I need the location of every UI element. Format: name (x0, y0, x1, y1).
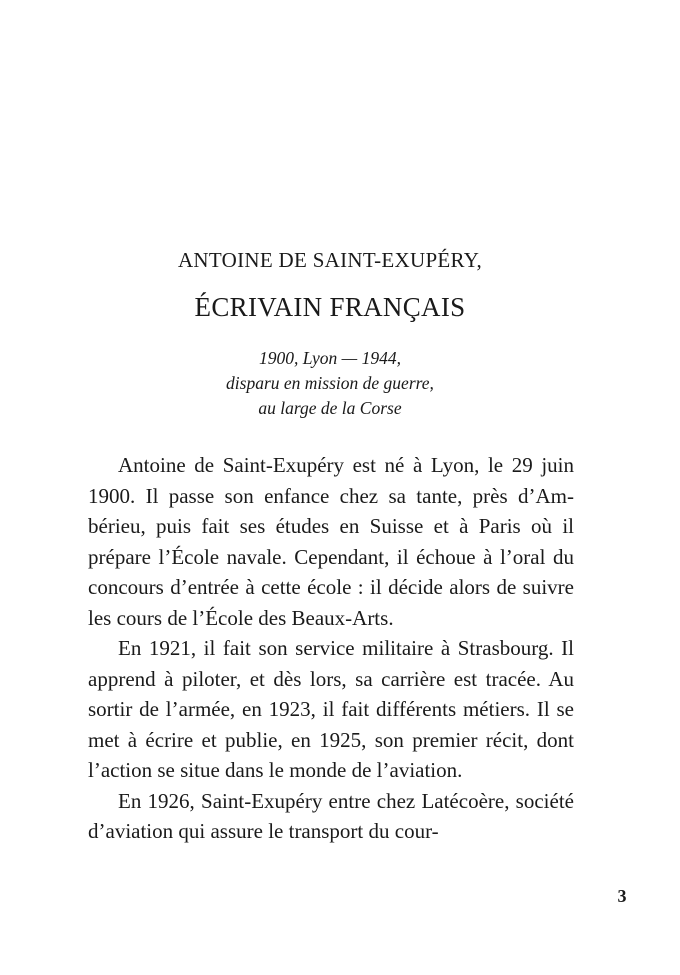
dates-line: au large de la Corse (258, 398, 402, 418)
paragraph: En 1926, Saint-Exupéry entre chez Latécoère, société d’aviation qui assure le transport du cour- (88, 788, 574, 843)
dates-line: disparu en mission de guerre, (226, 373, 434, 393)
author-name: ANTOINE DE SAINT-EXUPÉRY, (177, 248, 483, 272)
dates-line: 1900, Lyon — 1944, (259, 348, 401, 368)
biography-text (88, 450, 574, 847)
paragraph: Antoine de Saint-Exupéry est né à Lyon, le 29 juin 1900. Il passe son enfance chez sa tante, près d’Ambérieu, puis fait ses études en Suisse et à Paris où il prépare l’École navale. Cependant, il échoue à l’oral du concours d’entrée à cette école : il décide alors de suivre les cours de l’École des Beaux-Arts. (88, 453, 574, 630)
paragraph: En 1921, il fait son service militaire à Strasbourg. Il apprend à piloter, et dès lors, sa carrière est tracée. Au sortir de l’armée, en 1923, il fait différents métiers. Il se met à écrire et publie, en 1925, son premier récit, dont l’action se situe dans le monde de l’aviation. (88, 636, 574, 782)
page-number: 3 (617, 886, 627, 906)
author-dates (0, 346, 660, 421)
author-title: ÉCRIVAIN FRANÇAIS (194, 292, 466, 322)
